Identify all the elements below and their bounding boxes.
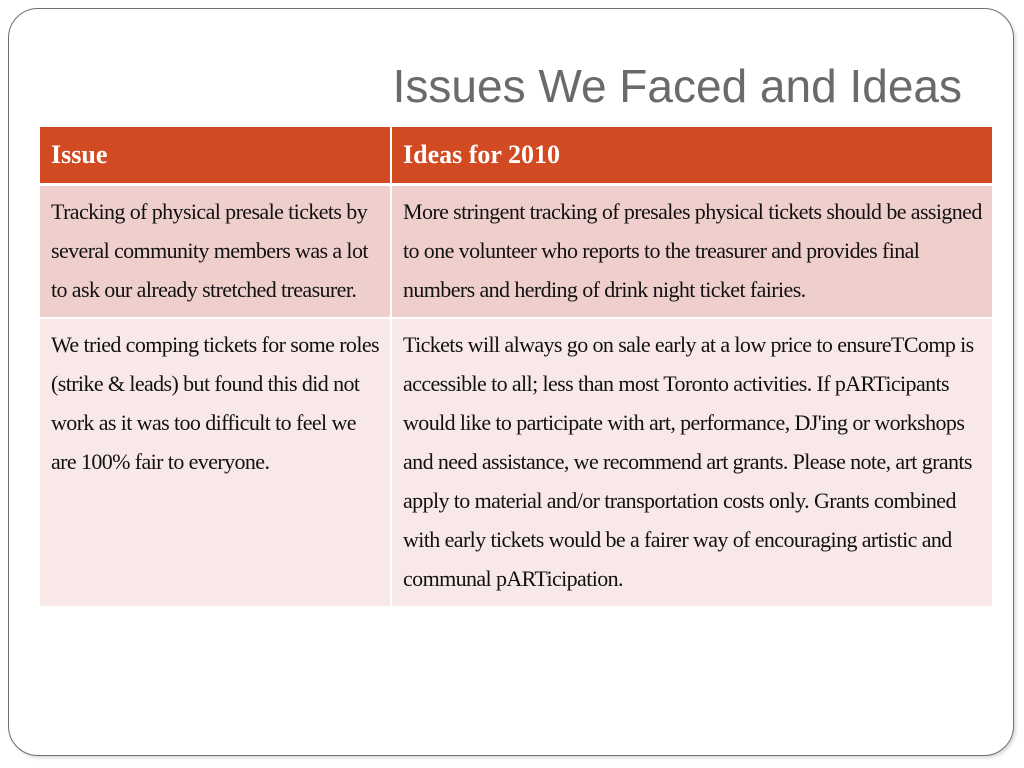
header-ideas: Ideas for 2010 bbox=[391, 127, 992, 185]
table-header-row bbox=[40, 127, 992, 185]
idea-cell: More stringent tracking of presales physical tickets should be assigned to one volunteer who reports to the treasurer and provides final numbers and herding of drink night ticket fairies. bbox=[391, 185, 992, 319]
idea-cell: Tickets will always go on sale early at a low price to ensureTComp is accessible to all; less than most Toronto activities. If pARTicipants would like to participate with art, performance, DJ'ing or workshops and need assistance, we recommend art grants. Please note, art grants apply to material and/or transportation costs only. Grants combined with early tickets would be a fairer way of encouraging artistic and communal pARTicipation. bbox=[391, 318, 992, 606]
slide-title: Issues We Faced and Ideas bbox=[392, 60, 962, 112]
issue-cell: We tried comping tickets for some roles (strike & leads) but found this did not work as it was too difficult to feel we are 100% fair to everyone. bbox=[40, 318, 391, 606]
table-row bbox=[40, 185, 992, 319]
issues-ideas-table bbox=[40, 127, 992, 606]
issue-cell: Tracking of physical presale tickets by several community members was a lot to ask our already stretched treasurer. bbox=[40, 185, 391, 319]
header-issue: Issue bbox=[40, 127, 391, 185]
table-row bbox=[40, 318, 992, 606]
